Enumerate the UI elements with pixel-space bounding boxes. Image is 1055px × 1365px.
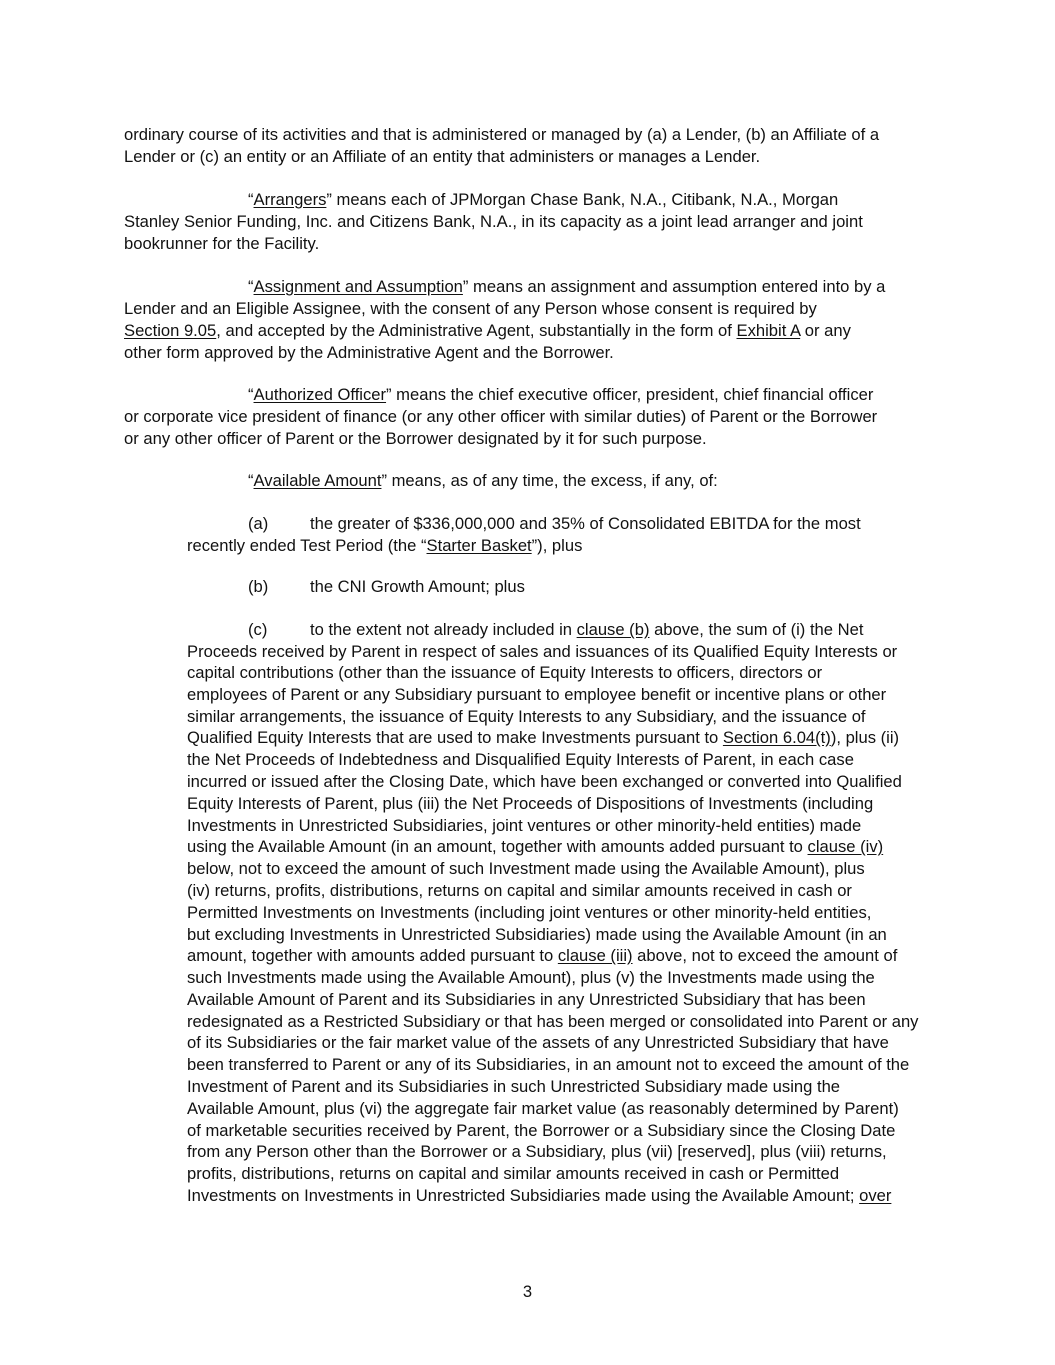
paragraph-line: employees of Parent or any Subsidiary pursuant to employee benefit or incentive plans or other xyxy=(187,685,887,704)
open-quote: “ xyxy=(248,190,254,209)
paragraph-line: Stanley Senior Funding, Inc. and Citizens Bank, N.A., in its capacity as a joint lead arranger and joint xyxy=(124,212,863,231)
paragraph-text: , and accepted by the Administrative Agent, substantially in the form of xyxy=(216,321,737,340)
defined-term-arrangers: Arrangers xyxy=(253,190,327,209)
paragraph-text: recently ended Test Period (the “ xyxy=(187,536,427,555)
paragraph-line xyxy=(187,535,582,557)
definition-arrangers xyxy=(248,189,838,211)
paragraph-line: below, not to exceed the amount of such Investment made using the Available Amount), plus xyxy=(187,859,865,878)
paragraph-line: other form approved by the Administrative Agent and the Borrower. xyxy=(124,343,614,362)
cross-reference-clause-b: clause (b) xyxy=(576,620,650,639)
paragraph-text: amount, together with amounts added pursuant to xyxy=(187,946,558,965)
definition-text: ” means, as of any time, the excess, if any, of: xyxy=(381,471,718,490)
paragraph-line xyxy=(124,320,851,342)
paragraph-line: but excluding Investments in Unrestricted Subsidiaries) made using the Available Amount (in an xyxy=(187,925,887,944)
paragraph-line: similar arrangements, the issuance of Equity Interests to any Subsidiary, and the issuance of xyxy=(187,707,866,726)
paragraph-line: Investment of Parent and its Subsidiaries in such Unrestricted Subsidiary made using the xyxy=(187,1077,841,1096)
cross-reference-clause-iv: clause (iv) xyxy=(807,837,884,856)
definition-text: ” means an assignment and assumption entered into by a xyxy=(462,277,886,296)
paragraph-line xyxy=(187,945,897,967)
clause-c xyxy=(248,619,863,641)
paragraph-line: or any other officer of Parent or the Borrower designated by it for such purpose. xyxy=(124,429,707,448)
cross-reference-clause-iii: clause (iii) xyxy=(557,946,633,965)
paragraph-line: capital contributions (other than the issuance of Equity Interests to officers, directors or xyxy=(187,663,823,682)
paragraph-line: been transferred to Parent or any of its Subsidiaries, in an amount not to exceed the amount of the xyxy=(187,1055,910,1074)
defined-term-starter-basket: Starter Basket xyxy=(426,536,532,555)
paragraph-line: Lender and an Eligible Assignee, with the consent of any Person whose consent is required by xyxy=(124,299,817,318)
paragraph-line: of marketable securities received by Parent, the Borrower or a Subsidiary since the Closing Date xyxy=(187,1121,896,1140)
page-number: 3 xyxy=(522,1282,533,1301)
paragraph-line xyxy=(187,1185,891,1207)
definition-assignment xyxy=(248,276,885,298)
paragraph-line: such Investments made using the Available Amount), plus (v) the Investments made using the xyxy=(187,968,875,987)
paragraph-line xyxy=(187,836,883,858)
paragraph-text: ), plus (ii) xyxy=(830,728,900,747)
paragraph-line xyxy=(187,727,899,749)
paragraph-line: from any Person other than the Borrower or a Subsidiary, plus (vii) [reserved], plus (viii) returns, xyxy=(187,1142,887,1161)
definition-text: ” means each of JPMorgan Chase Bank, N.A., Citibank, N.A., Morgan xyxy=(326,190,839,209)
defined-term-available-amount: Available Amount xyxy=(253,471,382,490)
open-quote: “ xyxy=(248,277,254,296)
clause-a xyxy=(248,513,861,535)
clause-label: (b) xyxy=(248,577,269,596)
clause-label: (c) xyxy=(248,620,268,639)
open-quote: “ xyxy=(248,471,254,490)
paragraph-line: incurred or issued after the Closing Date, which have been exchanged or converted into Qualified xyxy=(187,772,902,791)
paragraph-line: ordinary course of its activities and that is administered or managed by (a) a Lender, (b) an Affiliate of a xyxy=(124,125,880,144)
paragraph-line: or corporate vice president of finance (or any other officer with similar duties) of Parent or the Borrower xyxy=(124,407,878,426)
underlined-term-over: over xyxy=(859,1186,892,1205)
paragraph-line: Proceeds received by Parent in respect of sales and issuances of its Qualified Equity Interests or xyxy=(187,642,898,661)
paragraph-text: or any xyxy=(800,321,851,340)
paragraph-line: profits, distributions, returns on capital and similar amounts received in cash or Permitted xyxy=(187,1164,840,1183)
paragraph-line: redesignated as a Restricted Subsidiary or that has been merged or consolidated into Parent or any xyxy=(187,1012,919,1031)
paragraph-line: (iv) returns, profits, distributions, returns on capital and similar amounts received in cash or xyxy=(187,881,852,900)
clause-text: to the extent not already included in xyxy=(310,620,577,639)
clause-b xyxy=(248,576,525,598)
definition-available-amount xyxy=(248,470,718,492)
paragraph-line: Available Amount, plus (vi) the aggregate fair market value (as reasonably determined by Parent) xyxy=(187,1099,899,1118)
paragraph-text: above, not to exceed the amount of xyxy=(632,946,898,965)
open-quote: “ xyxy=(248,385,254,404)
paragraph-line: bookrunner for the Facility. xyxy=(124,234,320,253)
defined-term-authorized-officer: Authorized Officer xyxy=(253,385,387,404)
paragraph-line: Available Amount of Parent and its Subsidiaries in any Unrestricted Subsidiary that has been xyxy=(187,990,866,1009)
clause-text: the greater of $336,000,000 and 35% of Consolidated EBITDA for the most xyxy=(310,514,861,533)
paragraph-line: the Net Proceeds of Indebtedness and Disqualified Equity Interests of Parent, in each case xyxy=(187,750,854,769)
paragraph-text: Qualified Equity Interests that are used to make Investments pursuant to xyxy=(187,728,723,747)
cross-reference-section-6-04-t: Section 6.04(t) xyxy=(722,728,831,747)
paragraph-text: using the Available Amount (in an amount, together with amounts added pursuant to xyxy=(187,837,808,856)
paragraph-line: Lender or (c) an entity or an Affiliate of an entity that administers or manages a Lender. xyxy=(124,147,761,166)
clause-text: the CNI Growth Amount; plus xyxy=(310,577,525,596)
paragraph-text: Investments on Investments in Unrestricted Subsidiaries made using the Available Amount; xyxy=(187,1186,860,1205)
definition-text: ” means the chief executive officer, president, chief financial officer xyxy=(386,385,874,404)
definition-authorized-officer xyxy=(248,384,873,406)
paragraph-line: Permitted Investments on Investments (including joint ventures or other minority-held entities, xyxy=(187,903,872,922)
paragraph-line: Equity Interests of Parent, plus (iii) the Net Proceeds of Dispositions of Investments (including xyxy=(187,794,874,813)
clause-text: above, the sum of (i) the Net xyxy=(649,620,864,639)
paragraph-text: ”), plus xyxy=(531,536,583,555)
paragraph-line: of its Subsidiaries or the fair market value of the assets of any Unrestricted Subsidiary that have xyxy=(187,1033,889,1052)
paragraph-line: Investments in Unrestricted Subsidiaries, joint ventures or other minority-held entities) made xyxy=(187,816,862,835)
defined-term-assignment-and-assumption: Assignment and Assumption xyxy=(253,277,463,296)
cross-reference-section-9-05: Section 9.05 xyxy=(124,321,217,340)
cross-reference-exhibit-a: Exhibit A xyxy=(736,321,801,340)
clause-label: (a) xyxy=(248,514,269,533)
